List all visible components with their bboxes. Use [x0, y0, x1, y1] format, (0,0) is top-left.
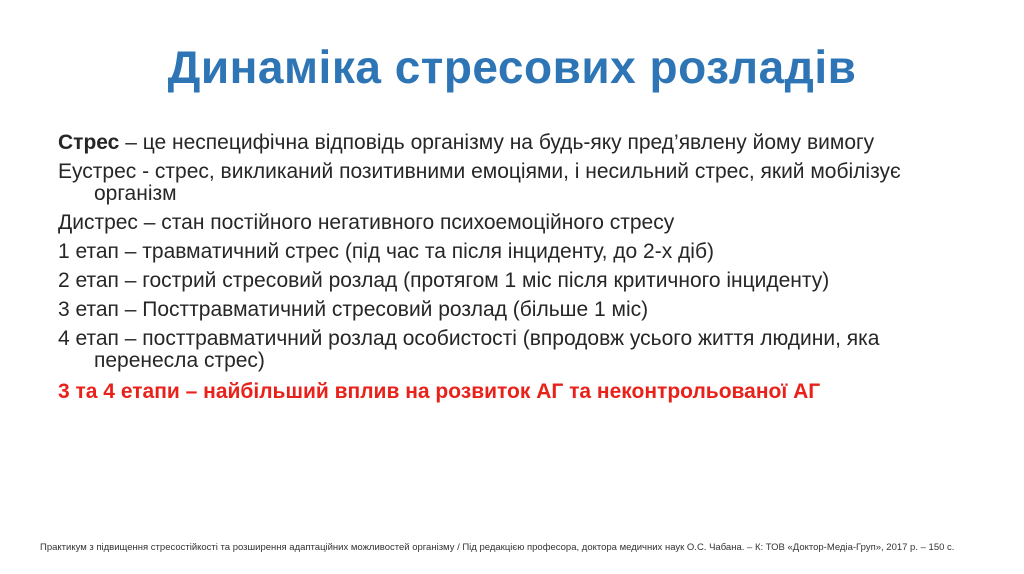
- list-item-distress: Дистрес – стан постійного негативного психоемоційного стресу: [58, 211, 675, 234]
- list-item-stage-2: 2 етап – гострий стресовий розлад (протягом 1 міс після критичного інциденту): [58, 269, 830, 292]
- source-footnote: Практикум з підвищення стресостійкості та розширення адаптаційних можливостей організму / Під редакцією професора, доктора медичних наук О.С. Чабана. – К: ТОВ «Доктор-Медіа-Груп», 2017 р. – 150 с.: [40, 542, 955, 553]
- stress-definition-text: – це неспецифічна відповідь організму на будь-яку пред’явлену йому вимогу: [119, 131, 875, 154]
- list-item-stage-1: 1 етап – травматичний стрес (під час та після інциденту, до 2-х діб): [58, 240, 714, 263]
- list-item-eustress: Еустрес - стрес, викликаний позитивними емоціями, і несильний стрес, який мобілізує організм: [58, 160, 901, 205]
- list-item-stress-definition: [58, 132, 978, 154]
- content-list: [58, 132, 978, 410]
- slide-title: Динаміка стресових розладів: [167, 41, 857, 93]
- term-stress: Стрес: [58, 131, 120, 154]
- list-item-stage-4: 4 етап – посттравматичний розлад особистості (впродовж усього життя людини, яка перенесла стрес): [58, 327, 880, 372]
- list-item-stage-3: 3 етап – Посттравматичний стресовий розлад (більше 1 міс): [58, 298, 649, 321]
- highlight-conclusion: 3 та 4 етапи – найбільший вплив на розвиток АГ та неконтрольованої АГ: [58, 380, 821, 403]
